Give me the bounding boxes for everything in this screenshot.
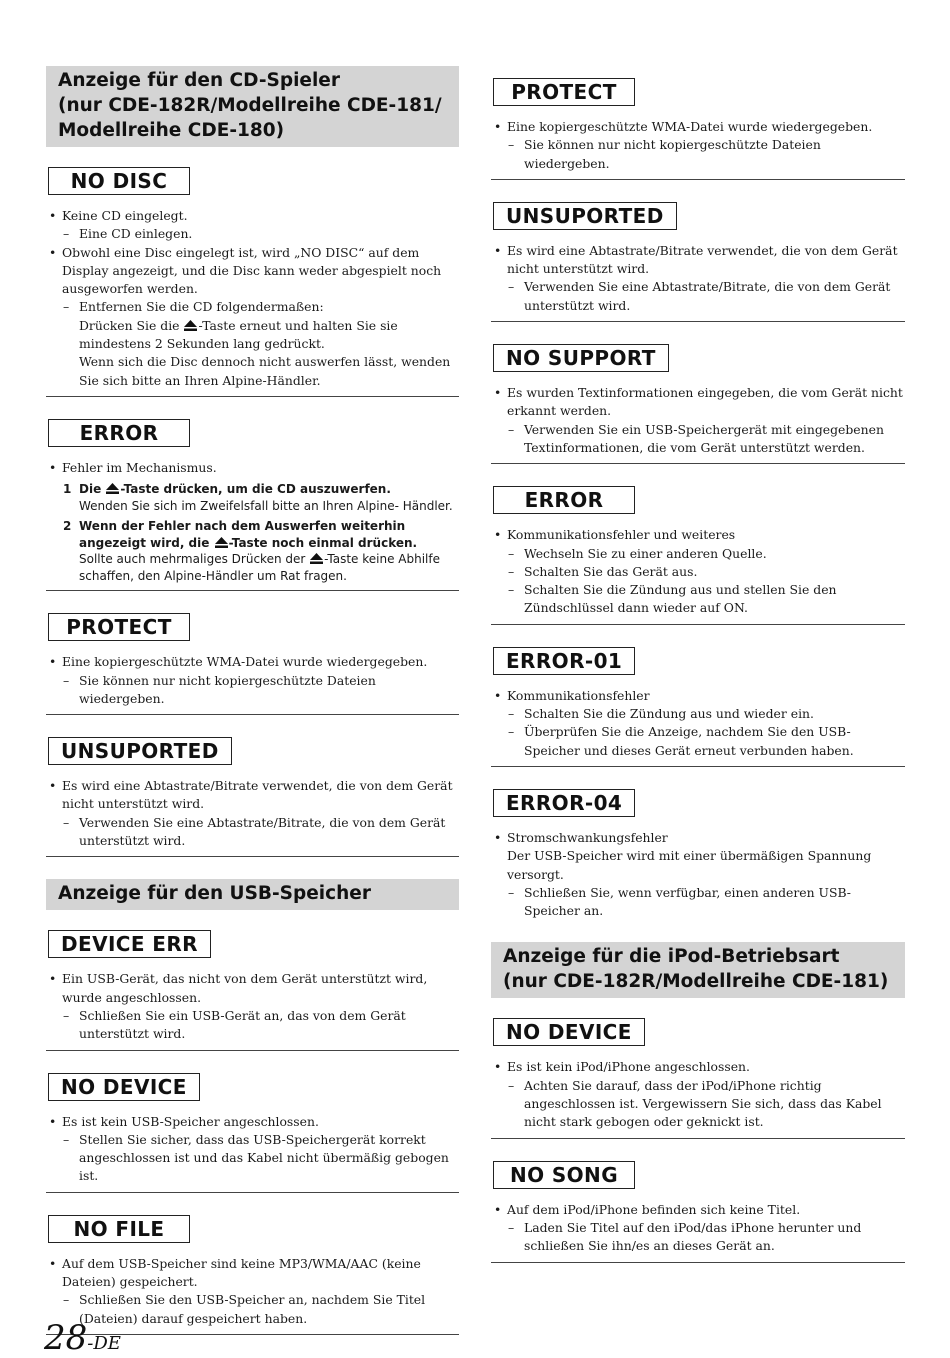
eject-icon [215,537,228,548]
no-disc-label: NO DISC [48,167,190,195]
dash-item: – Sie können nur nicht kopiergeschützte Dateien wiedergeben. [46,672,459,709]
eject-icon [310,553,323,564]
right-column [491,78,905,1285]
bullet-item: • Obwohl eine Disc eingelegt ist, wird „NO DISC“ auf dem Display angezeigt, und die Disc kann weder abgespielt noch ausgeworfen werden. [46,244,459,299]
bullet-item: • Auf dem USB-Speicher sind keine MP3/WMA/AAC (keine Dateien) gespeichert. [46,1255,459,1292]
error-entry [46,419,459,591]
bullet-item: • Kommunikationsfehler und weiteres [491,526,905,544]
bullet-item: • Stromschwankungsfehler [491,829,905,847]
bullet-item: • Es wird eine Abtastrate/Bitrate verwendet, die von dem Gerät nicht unterstützt wird. [491,242,905,279]
dash-item: – Eine CD einlegen. [46,225,459,243]
error-label: ERROR [48,419,190,447]
dash-item: – Schließen Sie, wenn verfügbar, einen anderen USB-Speicher an. [491,884,905,921]
error-04-label: ERROR-04 [493,789,635,817]
no-file-entry [46,1215,459,1335]
bullet-item: • Es ist kein USB-Speicher angeschlossen. [46,1113,459,1131]
no-device-label: NO DEVICE [493,1018,645,1046]
step-2: 2 Wenn der Fehler nach dem Auswerfen weiterhin angezeigt wird, die -Taste noch einmal drücken. Sollte auch mehrmaliges Drücken der -Taste keine Abhilfe schaffen, den Alpine-Händler um Rat fragen. [63,519,440,583]
dash-continuation: Wenn sich die Disc dennoch nicht auswerfen lässt, wenden Sie sich bitte an Ihren Alpine-Händler. [79,354,451,388]
protect-label: PROTECT [493,78,635,106]
unsuported-label: UNSUPORTED [48,737,232,765]
unsuported-entry-usb [491,202,905,322]
dash-item: – Schließen Sie ein USB-Gerät an, das von dem Gerät unterstützt wird. [46,1007,459,1044]
dash-item: – Schließen Sie den USB-Speicher an, nachdem Sie Titel (Dateien) darauf gespeichert haben. [46,1291,459,1328]
no-device-label: NO DEVICE [48,1073,200,1101]
bullet-item: • Es wurden Textinformationen eingegeben, die vom Gerät nicht erkannt werden. [491,384,905,421]
dash-item: – Schalten Sie das Gerät aus. [491,563,905,581]
unsuported-entry [46,737,459,857]
dash-item: – Verwenden Sie eine Abtastrate/Bitrate, die von dem Gerät unterstützt wird. [46,814,459,851]
error-04-entry [491,789,905,926]
eject-icon [184,320,197,331]
dash-item: – Entfernen Sie die CD folgendermaßen: [46,298,459,316]
page-number: 28-DE [44,1318,121,1358]
bullet-item: • Eine kopiergeschützte WMA-Datei wurde wiedergegeben. [46,653,459,671]
protect-entry-usb [491,78,905,180]
eject-icon [106,483,119,494]
bullet-item: • Kommunikationsfehler [491,687,905,705]
dash-item: – Laden Sie Titel auf den iPod/das iPhone herunter und schließen Sie ihn/es an dieses Gerät an. [491,1219,905,1256]
dash-item: – Schalten Sie die Zündung aus und wieder ein. [491,705,905,723]
no-device-entry [46,1073,459,1193]
bullet-continuation: Der USB-Speicher wird mit einer übermäßigen Spannung versorgt. [507,848,872,882]
bullet-item: • Keine CD eingelegt. [46,207,459,225]
bullet-item: • Fehler im Mechanismus. [46,459,459,477]
error-01-label: ERROR-01 [493,647,635,675]
error-entry-usb [491,486,905,624]
section-heading-ipod: Anzeige für die iPod-Betriebsart (nur CDE-182R/Modellreihe CDE-181) [491,942,905,998]
dash-item: – Stellen Sie sicher, dass das USB-Speichergerät korrekt angeschlossen ist und das Kabel nicht übermäßig gebogen ist. [46,1131,459,1186]
step-1: 1 Die -Taste drücken, um die CD auszuwerfen. Wenden Sie sich im Zweifelsfall bitte an Ihren Alpine- Händler. [63,482,453,513]
device-err-entry [46,930,459,1050]
section-heading-usb: Anzeige für den USB-Speicher [46,879,459,910]
dash-item: – Verwenden Sie eine Abtastrate/Bitrate, die von dem Gerät unterstützt wird. [491,278,905,315]
protect-label: PROTECT [48,613,190,641]
left-column [46,66,459,1357]
dash-item: – Schalten Sie die Zündung aus und stellen Sie den Zündschlüssel dann wieder auf ON. [491,581,905,618]
dash-continuation: Drücken Sie die -Taste erneut und halten Sie sie mindestens 2 Sekunden lang gedrückt. [79,317,398,352]
no-support-entry [491,344,905,464]
bullet-item: • Es wird eine Abtastrate/Bitrate verwendet, die von dem Gerät nicht unterstützt wird. [46,777,459,814]
error-01-entry [491,647,905,767]
dash-item: – Wechseln Sie zu einer anderen Quelle. [491,545,905,563]
device-err-label: DEVICE ERR [48,930,211,958]
dash-item: – Überprüfen Sie die Anzeige, nachdem Sie den USB-Speicher und dieses Gerät erneut verbunden haben. [491,723,905,760]
no-file-label: NO FILE [48,1215,190,1243]
no-song-label: NO SONG [493,1161,635,1189]
section-heading-cd-player: Anzeige für den CD-Spieler (nur CDE-182R/Modellreihe CDE-181/ Modellreihe CDE-180) [46,66,459,147]
bullet-item: • Es ist kein iPod/iPhone angeschlossen. [491,1058,905,1076]
bullet-item: • Ein USB-Gerät, das nicht von dem Gerät unterstützt wird, wurde angeschlossen. [46,970,459,1007]
no-device-entry-ipod [491,1018,905,1138]
bullet-item: • Eine kopiergeschützte WMA-Datei wurde wiedergegeben. [491,118,905,136]
protect-entry [46,613,459,715]
no-song-entry [491,1161,905,1263]
no-disc-entry [46,167,459,397]
error-label: ERROR [493,486,635,514]
dash-item: – Achten Sie darauf, dass der iPod/iPhone richtig angeschlossen ist. Vergewissern Sie sich, dass das Kabel nicht stark gebogen oder geknickt ist. [491,1077,905,1132]
dash-item: – Verwenden Sie ein USB-Speichergerät mit eingegebenen Textinformationen, die vom Gerät unterstützt werden. [491,421,905,458]
unsuported-label: UNSUPORTED [493,202,677,230]
no-support-label: NO SUPPORT [493,344,669,372]
dash-item: – Sie können nur nicht kopiergeschützte Dateien wiedergeben. [491,136,905,173]
bullet-item: • Auf dem iPod/iPhone befinden sich keine Titel. [491,1201,905,1219]
